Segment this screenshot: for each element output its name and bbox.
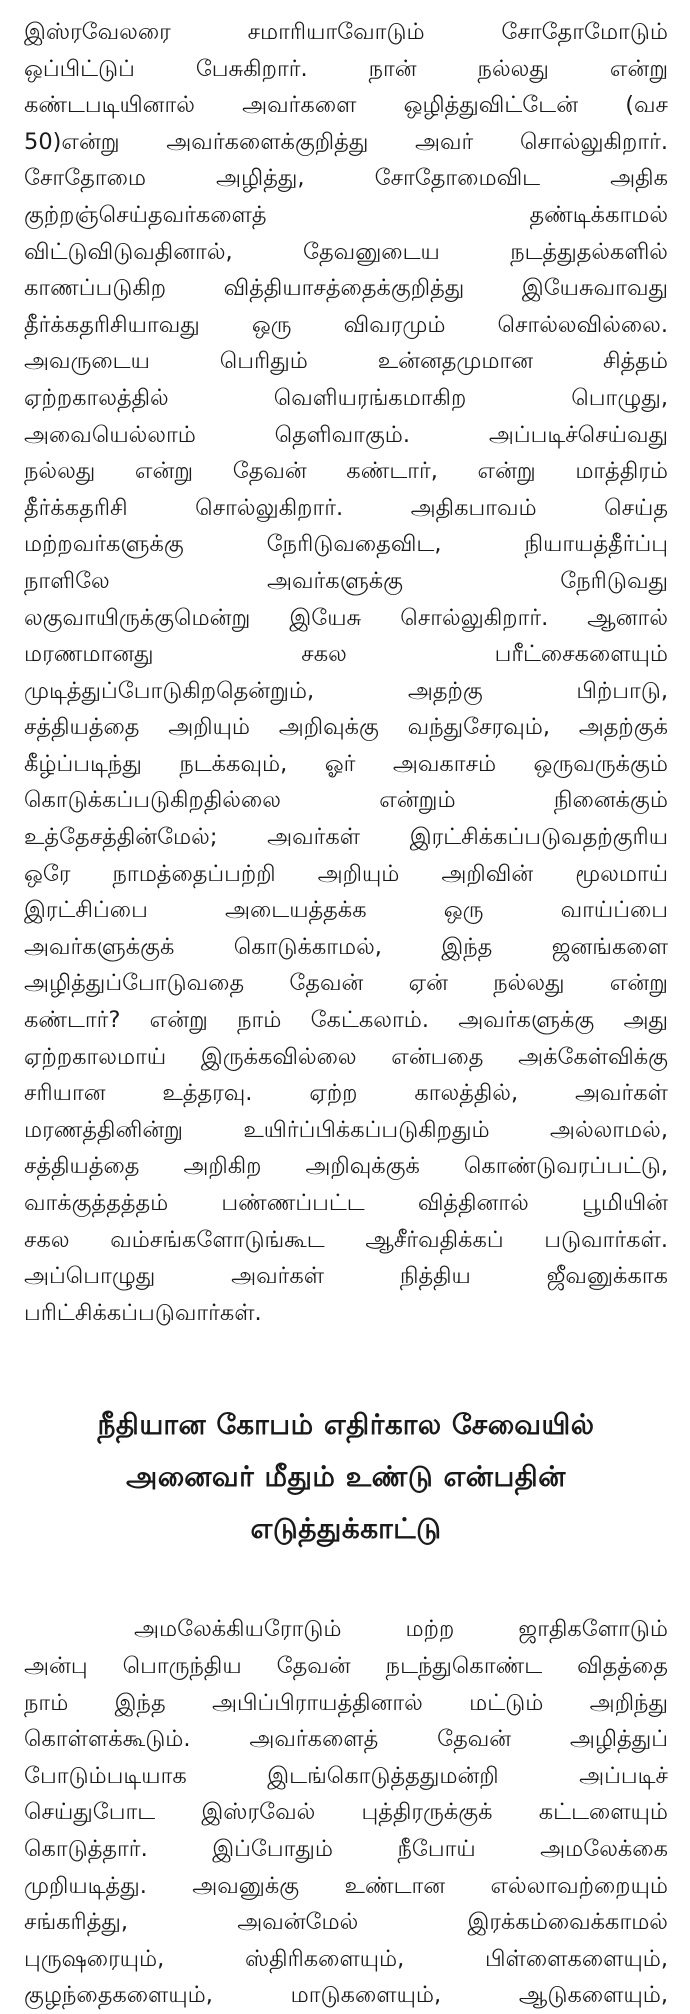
text-line: முறியடித்து. அவனுக்கு உண்டான எல்லாவற்றையும் bbox=[24, 1872, 668, 1899]
text-line: கொடுத்தார். இப்போதும் நீபோய் அமலேக்கை bbox=[24, 1835, 668, 1862]
text-line: குற்றஞ்செய்தவர்களைத் தண்டிக்காமல் bbox=[24, 201, 668, 228]
text-line: அன்பு பொருந்திய தேவன் நடந்துகொண்ட விதத்தை bbox=[24, 1652, 668, 1679]
text-line: செய்துபோட இஸ்ரவேல் புத்திரருக்குக் கட்டளையும் bbox=[24, 1799, 668, 1826]
text-line: ஒப்பிட்டுப் பேசுகிறார். நான் நல்லது என்று bbox=[24, 55, 668, 82]
section-heading bbox=[24, 1399, 668, 1555]
text-line: கொள்ளக்கூடும். அவர்களைத் தேவன் அழித்துப் bbox=[24, 1726, 668, 1753]
text-line: அவருடைய பெரிதும் உன்னதமுமான சித்தம் bbox=[24, 348, 668, 375]
heading-line: அனைவர் மீதும் உண்டு என்பதின் bbox=[126, 1460, 566, 1494]
text-line: நல்லது என்று தேவன் கண்டார், என்று மாத்திரம் bbox=[24, 458, 668, 485]
text-line: சத்தியத்தை அறியும் அறிவுக்கு வந்துசேரவும், அதற்குக் bbox=[24, 714, 668, 741]
text-line: அவையெல்லாம் தெளிவாகும். அப்படிச்செய்வது bbox=[24, 421, 668, 448]
text-line: மற்றவர்களுக்கு நேரிடுவதைவிட, நியாயத்தீர்ப்பு bbox=[24, 531, 668, 558]
text-line: குழந்தைகளையும், மாடுகளையும், ஆடுகளையும், bbox=[24, 1982, 668, 2009]
text-line: ஏற்றகாலமாய் இருக்கவில்லை என்பதை அக்கேள்விக்கு bbox=[24, 1043, 668, 1070]
text-line: அப்பொழுது அவர்கள் நித்திய ஜீவனுக்காக bbox=[24, 1263, 668, 1290]
text-line: சத்தியத்தை அறிகிற அறிவுக்குக் கொண்டுவரப்பட்டு, bbox=[24, 1153, 668, 1180]
text-line: சகல வம்சங்களோடுங்கூட ஆசீர்வதிக்கப் படுவார்கள். bbox=[24, 1226, 668, 1253]
text-line: சங்கரித்து, அவன்மேல் இரக்கம்வைக்காமல் bbox=[24, 1909, 668, 1936]
text-line: கண்டபடியினால் அவர்களை ஒழித்துவிட்டேன் (வச bbox=[24, 92, 668, 119]
text-line: கீழ்ப்படிந்து நடக்கவும், ஓர் அவகாசம் ஒருவருக்கும் bbox=[24, 750, 668, 777]
text-line: சரியான உத்தரவு. ஏற்ற காலத்தில், அவர்கள் bbox=[24, 1080, 668, 1107]
text-line: கண்டார்? என்று நாம் கேட்கலாம். அவர்களுக்கு அது bbox=[24, 1007, 668, 1034]
text-line: தீர்க்கதரிசி சொல்லுகிறார். அதிகபாவம் செய்த bbox=[24, 494, 668, 521]
text-line: இரட்சிப்பை அடையத்தக்க ஒரு வாய்ப்பை bbox=[24, 897, 668, 924]
text-line: பரிட்சிக்கப்படுவார்கள். bbox=[24, 1299, 262, 1326]
text-line: கொடுக்கப்படுகிறதில்லை என்றும் நினைக்கும் bbox=[24, 787, 668, 814]
text-line: போடும்படியாக இடங்கொடுத்ததுமன்றி அப்படிச் bbox=[24, 1762, 668, 1789]
text-line: நாளிலே அவர்களுக்கு நேரிடுவது bbox=[24, 567, 668, 594]
text-line: காணப்படுகிற வித்தியாசத்தைக்குறித்து இயேசுவாவது bbox=[24, 275, 668, 302]
heading-line: நீதியான கோபம் எதிர்கால சேவையில் bbox=[97, 1408, 595, 1442]
text-line: தீர்க்கதரிசியாவது ஒரு விவரமும் சொல்லவில்லை. bbox=[24, 311, 668, 338]
text-line: 50)என்று அவர்களைக்குறித்து அவர் சொல்லுகிறார். bbox=[24, 128, 668, 155]
text-line: மரணமானது சகல பரீட்சைகளையும் bbox=[24, 641, 668, 668]
heading-line: எடுத்துக்காட்டு bbox=[250, 1512, 442, 1546]
text-line: ஏற்றகாலத்தில் வெளியரங்கமாகிற பொழுது, bbox=[24, 384, 668, 411]
body-paragraph-1 bbox=[24, 14, 668, 1331]
text-line: புருஷரையும், ஸ்திரிகளையும், பிள்ளைகளையும், bbox=[24, 1945, 668, 1972]
text-line: விட்டுவிடுவதினால், தேவனுடைய நடத்துதல்களில் bbox=[24, 238, 668, 265]
text-line: நாம் இந்த அபிப்பிராயத்தினால் மட்டும் அறிந்து bbox=[24, 1689, 668, 1716]
text-line: அவர்களுக்குக் கொடுக்காமல், இந்த ஜனங்களை bbox=[24, 933, 668, 960]
text-line: வாக்குத்தத்தம் பண்ணப்பட்ட வித்தினால் பூமியின் bbox=[24, 1190, 668, 1216]
text-line: சோதோமை அழித்து, சோதோமைவிட அதிக bbox=[24, 165, 668, 192]
text-line: உத்தேசத்தின்மேல்; அவர்கள் இரட்சிக்கப்படுவதற்குரிய bbox=[24, 824, 668, 851]
text-line: அழித்துப்போடுவதை தேவன் ஏன் நல்லது என்று bbox=[24, 970, 668, 997]
text-line: மரணத்தினின்று உயிர்ப்பிக்கப்படுகிறதும் அல்லாமல், bbox=[24, 1116, 668, 1143]
text-line: ஒரே நாமத்தைப்பற்றி அறியும் அறிவின் மூலமாய் bbox=[24, 860, 668, 887]
text-line: முடித்துப்போடுகிறதென்றும், அதற்கு பிற்பாடு, bbox=[24, 677, 668, 704]
text-line: லகுவாயிருக்குமென்று இயேசு சொல்லுகிறார். ஆனால் bbox=[24, 604, 668, 631]
text-line: அமலேக்கியரோடும் மற்ற ஜாதிகளோடும் bbox=[134, 1616, 668, 1643]
text-line: இஸ்ரவேலரை சமாரியாவோடும் சோதோமோடும் bbox=[24, 19, 668, 45]
body-paragraph-2 bbox=[24, 1611, 668, 2014]
